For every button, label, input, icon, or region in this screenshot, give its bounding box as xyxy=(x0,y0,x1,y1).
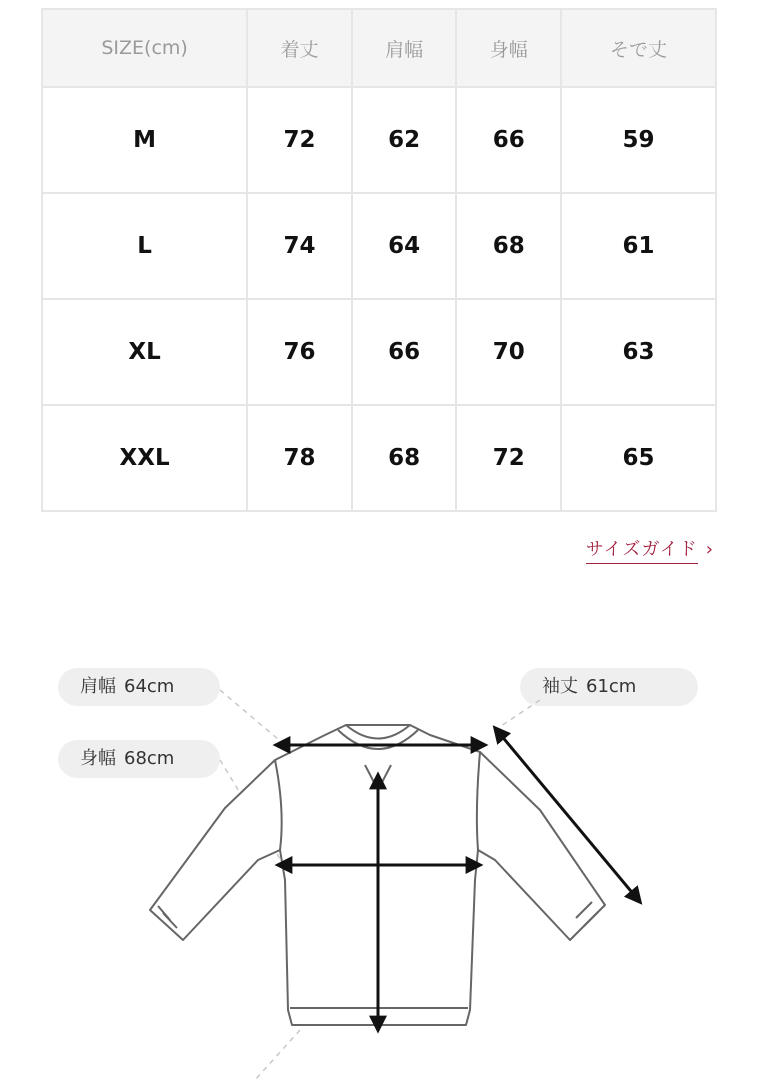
table-cell: 61 xyxy=(561,193,716,299)
size-table xyxy=(41,8,717,512)
table-cell: L xyxy=(42,193,247,299)
sleeve-value: 61cm xyxy=(586,676,637,697)
table-cell: M xyxy=(42,87,247,193)
table-cell: 76 xyxy=(247,299,352,405)
header-sleeve: そで丈 xyxy=(561,9,716,87)
size-guide-link[interactable] xyxy=(586,535,714,561)
size-guide-label: サイズガイド xyxy=(586,539,698,564)
table-cell: 66 xyxy=(456,87,561,193)
table-row xyxy=(42,405,716,511)
table-cell: 59 xyxy=(561,87,716,193)
table-cell: 63 xyxy=(561,299,716,405)
table-cell: XL xyxy=(42,299,247,405)
table-cell: 68 xyxy=(352,405,457,511)
table-cell: 68 xyxy=(456,193,561,299)
table-cell: 78 xyxy=(247,405,352,511)
table-cell: 65 xyxy=(561,405,716,511)
table-row xyxy=(42,193,716,299)
sleeve-label: 袖丈 xyxy=(542,676,578,697)
table-cell: 72 xyxy=(456,405,561,511)
table-cell: XXL xyxy=(42,405,247,511)
shoulder-value: 64cm xyxy=(124,676,175,697)
table-cell: 66 xyxy=(352,299,457,405)
header-shoulder: 肩幅 xyxy=(352,9,457,87)
table-header-row xyxy=(42,9,716,87)
table-cell: 62 xyxy=(352,87,457,193)
header-length: 着丈 xyxy=(247,9,352,87)
table-cell: 64 xyxy=(352,193,457,299)
table-cell: 74 xyxy=(247,193,352,299)
table-row xyxy=(42,87,716,193)
header-size: SIZE(cm) xyxy=(42,9,247,87)
shoulder-label: 肩幅 xyxy=(80,676,116,697)
body-width-value: 68cm xyxy=(124,748,175,769)
table-cell: 72 xyxy=(247,87,352,193)
sweatshirt-diagram xyxy=(0,650,758,1080)
body-width-label-text: 身幅 xyxy=(80,748,116,769)
table-row xyxy=(42,299,716,405)
header-body-width: 身幅 xyxy=(456,9,561,87)
chevron-right-icon: › xyxy=(705,539,714,560)
table-cell: 70 xyxy=(456,299,561,405)
